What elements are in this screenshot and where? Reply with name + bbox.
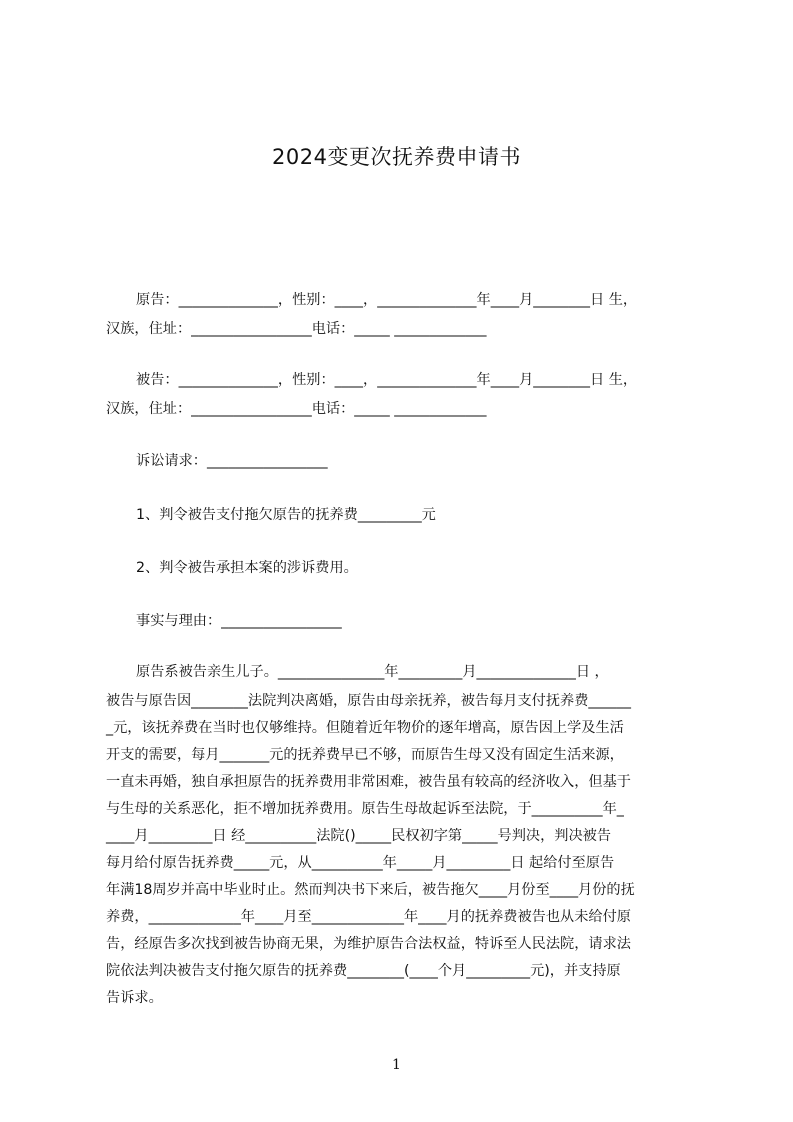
facts-line: 告诉求。 [106,990,163,1006]
facts-heading: 事实与理由：_________________ [136,613,342,629]
facts-line: 告，经原告多次找到被告协商无果，为维护原告合法权益，特诉至人民法院，请求法 [106,936,631,952]
facts-line: 每月给付原告抚养费_____元，从__________年_____月_________日 起给付至原告 [106,855,615,871]
document-title: 2024变更次抚养费申请书 [272,145,521,169]
facts-line: 与生母的关系恶化，拒不增加抚养费用。原告生母故起诉至法院，于__________年_ [106,801,624,817]
facts-line: 被告与原告因________法院判决离婚，原告由母亲抚养，被告每月支付抚养费______ [106,693,631,709]
claim-item-1: 1、判令被告支付拖欠原告的抚养费_________元 [136,507,436,523]
facts-line: 年满18周岁并高中毕业时止。然而判决书下来后，被告拖欠____月份至____月份的抚 [106,882,635,898]
facts-line: 开支的需要，每月_______元的抚养费早已不够，而原告生母又没有固定生活来源， [106,747,624,763]
defendant-info-line-1: 被告：______________，性别：____，______________年____月________日 生， [136,372,638,388]
defendant-info-line-2: 汉族，住址：_________________电话：_____ _____________ [106,401,487,417]
facts-line: 原告系被告亲生儿子。_______________年_________月______________日 ， [136,664,609,680]
claim-item-2: 2、判令被告承担本案的涉诉费用。 [136,560,358,576]
facts-line: 一直未再婚，独自承担原告的抚养费用非常困难，被告虽有较高的经济收入，但基于 [106,774,631,790]
plaintiff-info-line-2: 汉族，住址：_________________电话：_____ _____________ [106,321,487,337]
facts-line: _元，该抚养费在当时也仅够维持。但随着近年物价的逐年增高，原告因上学及生活 [106,720,624,736]
facts-line: 养费，_____________年____月至_____________年____月的抚养费被告也从未给付原 [106,909,631,925]
plaintiff-info-line-1: 原告：______________，性别：____，______________年____月________日 生， [136,292,638,308]
page-number: 1 [392,1057,401,1073]
facts-line: ____月_________日 经__________法院()_____民权初字第_____号判决，判决被告 [106,828,612,844]
claims-heading: 诉讼请求：_________________ [136,453,328,469]
facts-line: 院依法判决被告支付拖欠原告的抚养费________(____个月_________元)，并支持原 [106,963,621,979]
